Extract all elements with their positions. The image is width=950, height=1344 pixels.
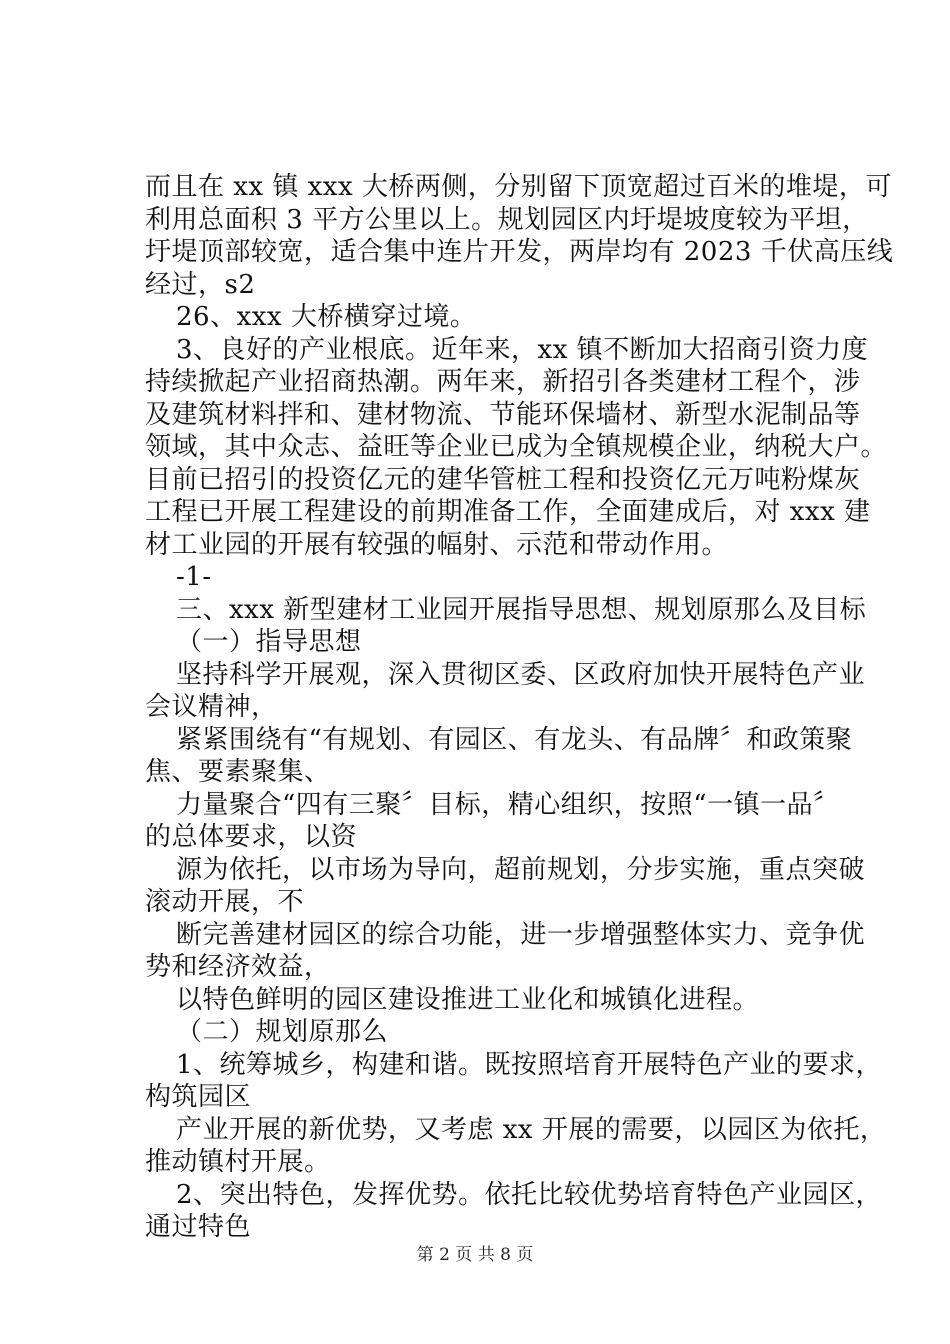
section-heading: 三、xxx 新型建材工业园开展指导思想、规划原那么及目标 [176, 595, 867, 625]
paragraph-line: 产业开展的新优势，又考虑 xx 开展的需要，以园区为依托， [176, 1115, 887, 1145]
paragraph-line: 以特色鲜明的园区建设推进工业化和城镇化进程。 [176, 985, 760, 1015]
paragraph-line: 焦、要素聚集、 [145, 757, 331, 787]
paragraph-line: 力量聚合“四有三聚〞目标，精心组织，按照“一镇一品〞 [176, 790, 840, 820]
paragraph-line: 及建筑材料拌和、建材物流、节能环保墙材、新型水泥制品等 [145, 400, 861, 430]
paragraph-line: 工程已开展工程建设的前期准备工作，全面建成后，对 xxx 建 [145, 497, 871, 527]
paragraph-line: 1、统筹城乡，构建和谐。既按照培育开展特色产业的要求， [176, 1050, 883, 1080]
paragraph-line: 滚动开展，不 [145, 887, 305, 917]
paragraph-line: 2、突出特色，发挥优势。依托比较优势培育特色产业园区， [176, 1180, 883, 1210]
paragraph-line: 材工业园的开展有较强的幅射、示范和带动作用。 [145, 530, 729, 560]
paragraph-line: 断完善建材园区的综合功能，进一步增强整体实力、竞争优 [176, 920, 866, 950]
subsection-heading: （一）指导思想 [176, 627, 362, 657]
paragraph-line: 利用总面积 3 平方公里以上。规划园区内圩堤坡度较为平坦， [145, 205, 869, 235]
paragraph-line: 的总体要求，以资 [145, 822, 358, 852]
page-footer: 第 2 页 共 8 页 [416, 1245, 534, 1265]
page-number-marker: -1- [176, 562, 212, 592]
paragraph-line: 3、良好的产业根底。近年来，xx 镇不断加大招商引资力度 [176, 335, 869, 365]
paragraph-line: 领域，其中众志、益旺等企业已成为全镇规模企业，纳税大户。 [145, 432, 888, 462]
paragraph-line: 而且在 xx 镇 xxx 大桥两侧，分别留下顶宽超过百米的堆堤，可 [145, 172, 892, 202]
subsection-heading: （二）规划原那么 [176, 1017, 389, 1047]
paragraph-line: 圩堤顶部较宽，适合集中连片开发，两岸均有 2023 千伏高压线 [145, 237, 894, 267]
paragraph-line: 构筑园区 [145, 1082, 252, 1112]
paragraph-line: 26、xxx 大桥横穿过境。 [176, 302, 477, 332]
paragraph-line: 持续掀起产业招商热潮。两年来，新招引各类建材工程个，涉 [145, 367, 861, 397]
paragraph-line: 推动镇村开展。 [145, 1147, 331, 1177]
paragraph-line: 势和经济效益， [145, 952, 331, 982]
paragraph-line: 紧紧围绕有“有规划、有园区、有龙头、有品牌〞和政策聚 [176, 725, 853, 755]
paragraph-line: 会议精神， [145, 692, 278, 722]
paragraph-line: 目前已招引的投资亿元的建华管桩工程和投资亿元万吨粉煤灰 [145, 465, 861, 495]
paragraph-line: 源为依托，以市场为导向，超前规划，分步实施，重点突破 [176, 855, 866, 885]
paragraph-line: 经过，s2 [145, 270, 256, 300]
paragraph-line: 通过特色 [145, 1212, 252, 1242]
paragraph-line: 坚持科学开展观，深入贯彻区委、区政府加快开展特色产业 [176, 660, 866, 690]
